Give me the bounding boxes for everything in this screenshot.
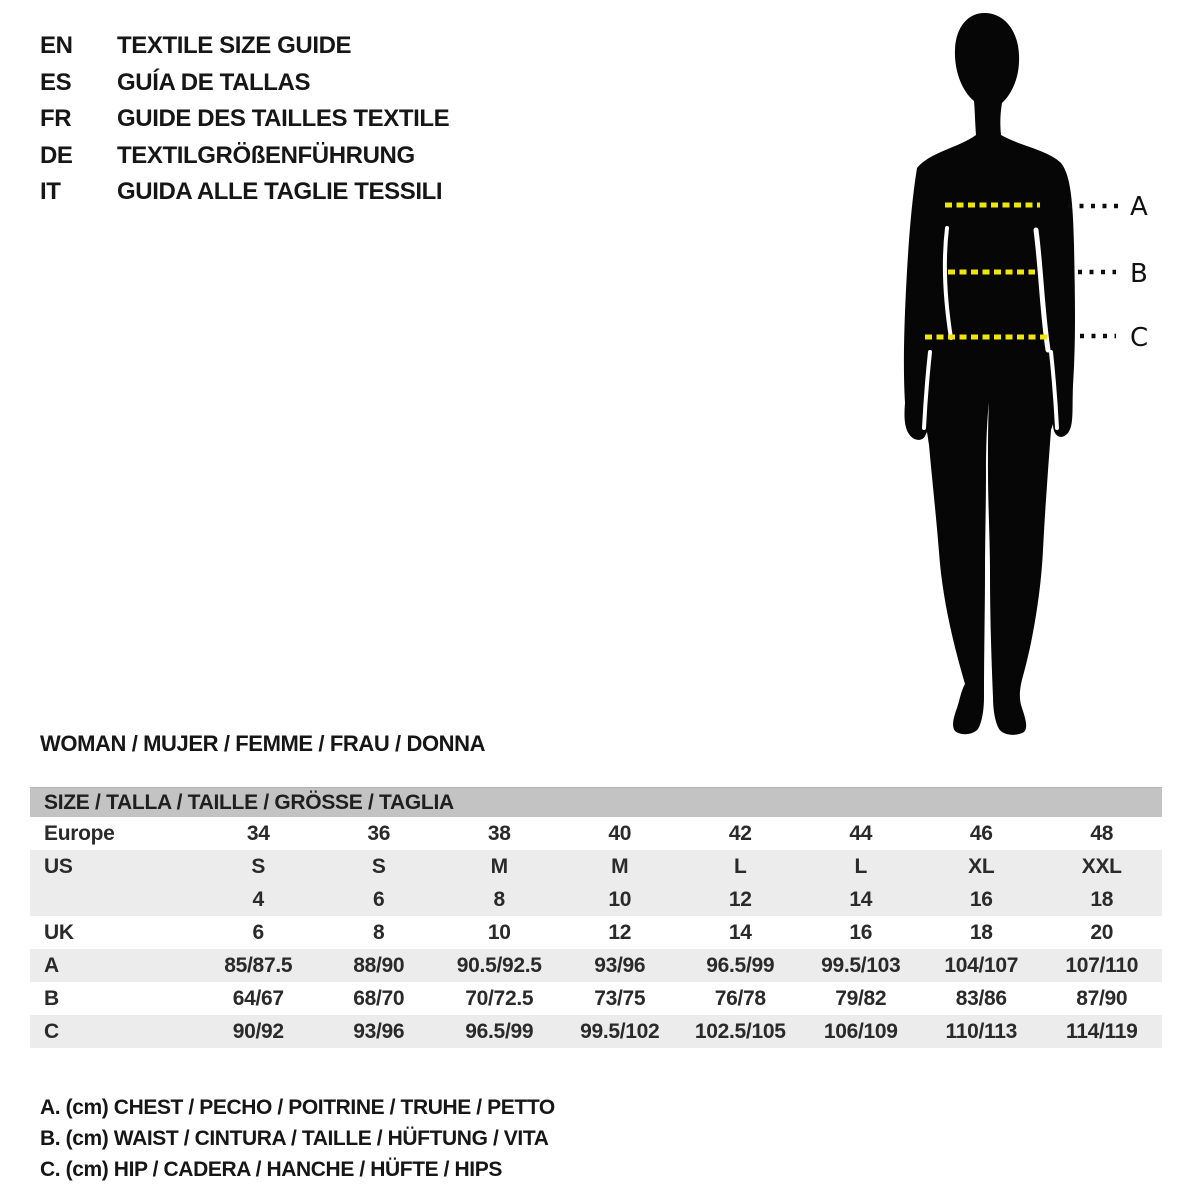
language-label: TEXTILE SIZE GUIDE: [117, 32, 352, 59]
table-cell: 48: [1090, 822, 1114, 845]
table-cell: 70/72.5: [465, 987, 534, 1010]
table-cell: 73/75: [594, 987, 646, 1010]
language-code: ES: [40, 68, 72, 96]
language-code: FR: [40, 105, 72, 132]
table-cell: 8: [493, 888, 505, 911]
table-cell: 8: [373, 921, 385, 944]
table-cell: 107/110: [1065, 954, 1139, 977]
note-hip: C. (cm) HIP / CADERA / HANCHE / HÜFTE / HIPS: [40, 1158, 502, 1181]
table-cell: 40: [608, 822, 632, 845]
size-table-header: SIZE / TALLA / TAILLE / GRÖSSE / TAGLIA: [30, 787, 1162, 817]
language-row: [40, 65, 449, 102]
table-cell: 96.5/99: [465, 1020, 534, 1043]
language-code: IT: [40, 178, 61, 205]
table-cell: L: [733, 855, 747, 878]
table-cell: 68/70: [353, 987, 405, 1010]
language-row: [40, 174, 449, 211]
table-cell: L: [854, 855, 868, 878]
table-row-us-numbers: [30, 883, 1162, 916]
measure-notes: [40, 1092, 555, 1185]
table-cell: 36: [367, 822, 391, 845]
table-cell: 99.5/103: [821, 954, 901, 977]
table-cell: 18: [969, 921, 993, 944]
table-cell: S: [371, 855, 386, 878]
row-label: Europe: [44, 822, 115, 845]
marker-b-label: B: [1130, 259, 1148, 289]
table-cell: 93/96: [353, 1020, 405, 1043]
language-label: GUÍA DE TALLAS: [117, 68, 311, 96]
table-cell: 85/87.5: [224, 954, 293, 977]
table-cell: XXL: [1081, 855, 1122, 878]
table-cell: 16: [969, 888, 993, 911]
row-label: US: [44, 855, 73, 878]
marker-c-label: C: [1130, 323, 1149, 353]
language-row: [40, 138, 449, 175]
table-cell: 79/82: [835, 987, 887, 1010]
table-cell: 114/119: [1066, 1020, 1138, 1043]
table-cell: 42: [728, 822, 752, 845]
language-label: TEXTILGRÖßENFÜHRUNG: [117, 141, 415, 169]
table-cell: 4: [252, 888, 264, 911]
section-title: WOMAN / MUJER / FEMME / FRAU / DONNA: [40, 731, 486, 756]
table-cell: 10: [487, 921, 511, 944]
table-cell: 12: [608, 921, 632, 944]
table-cell: 76/78: [714, 987, 766, 1010]
note-waist: B. (cm) WAIST / CINTURA / TAILLE / HÜFTUNG / VITA: [40, 1127, 549, 1150]
table-cell: 93/96: [594, 954, 646, 977]
table-cell: 87/90: [1076, 987, 1128, 1010]
woman-silhouette-figure: [890, 0, 1200, 740]
marker-a-label: A: [1130, 192, 1148, 222]
size-table: [30, 787, 1162, 1048]
table-cell: 83/86: [955, 987, 1007, 1010]
row-label: [30, 883, 198, 916]
table-cell: 90/92: [232, 1020, 284, 1043]
table-cell: 106/109: [823, 1020, 898, 1043]
table-cell: 20: [1090, 921, 1114, 944]
table-cell: 46: [969, 822, 993, 845]
table-row-waist: [30, 982, 1162, 1015]
table-cell: 88/90: [353, 954, 405, 977]
language-code: EN: [40, 32, 73, 59]
language-row: [40, 28, 449, 65]
table-cell: 64/67: [232, 987, 284, 1010]
table-row-uk: [30, 916, 1162, 949]
table-cell: 102.5/105: [694, 1020, 786, 1043]
table-row-europe: [30, 817, 1162, 850]
table-cell: 99.5/102: [580, 1020, 660, 1043]
table-cell: 38: [487, 822, 511, 845]
table-row-hip: [30, 1015, 1162, 1048]
table-cell: M: [611, 855, 629, 878]
row-label: UK: [44, 921, 74, 944]
table-cell: M: [490, 855, 508, 878]
row-label: C: [44, 1020, 59, 1043]
table-cell: 10: [608, 888, 632, 911]
language-code: DE: [40, 141, 73, 169]
table-row-us-letters: [30, 850, 1162, 883]
table-cell: 14: [728, 921, 752, 944]
table-cell: 6: [252, 921, 264, 944]
table-cell: 90.5/92.5: [456, 954, 542, 977]
table-cell: 14: [849, 888, 873, 911]
table-cell: 104/107: [944, 954, 1019, 977]
table-cell: 44: [849, 822, 873, 845]
row-label: B: [44, 987, 59, 1010]
language-label: GUIDA ALLE TAGLIE TESSILI: [117, 178, 443, 205]
table-cell: 96.5/99: [706, 954, 775, 977]
table-cell: XL: [968, 855, 995, 878]
table-cell: 6: [373, 888, 385, 911]
table-row-chest: [30, 949, 1162, 982]
language-label: GUIDE DES TAILLES TEXTILE: [117, 105, 450, 132]
table-cell: 18: [1090, 888, 1114, 911]
table-cell: 34: [246, 822, 270, 845]
language-row: [40, 101, 449, 138]
note-chest: A. (cm) CHEST / PECHO / POITRINE / TRUHE / PETTO: [40, 1096, 555, 1119]
table-cell: 16: [849, 921, 873, 944]
table-cell: 110/113: [945, 1020, 1017, 1043]
table-cell: S: [251, 855, 266, 878]
measurement-figure: [890, 0, 1200, 740]
table-cell: 12: [728, 888, 752, 911]
row-label: A: [44, 954, 59, 977]
language-title-block: [40, 28, 449, 211]
